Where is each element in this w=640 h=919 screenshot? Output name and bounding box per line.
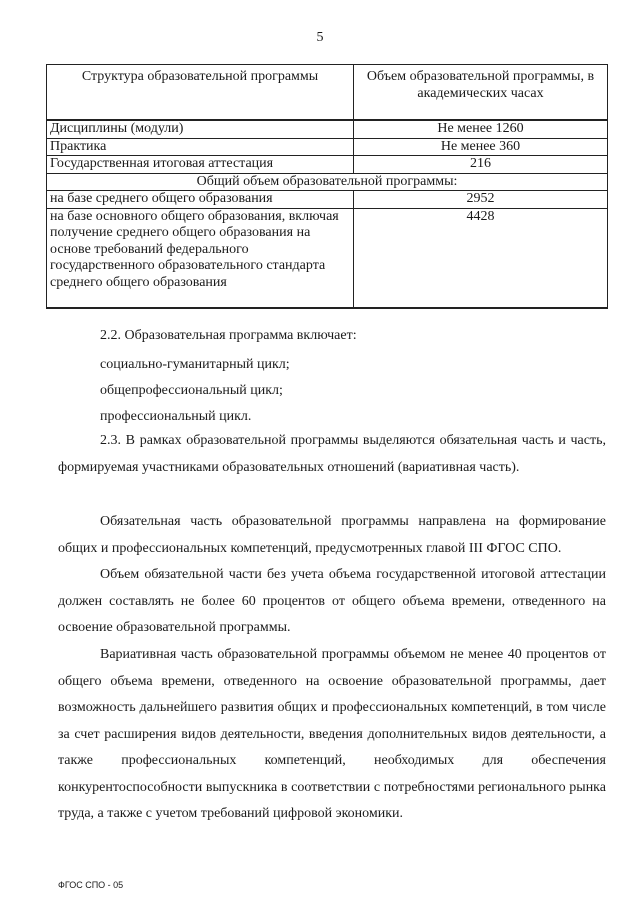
header-volume: Объем образовательной программы, в академических часах [354,65,608,121]
section-2-2-intro: 2.2. Образовательная программа включает: [100,328,357,343]
total-heading-row [47,173,608,191]
total-heading: Общий объем образовательной программы: [47,173,608,191]
program-structure-table [46,64,608,309]
row-value: Не менее 360 [354,138,608,156]
paragraph-variable-part: Вариативная часть образовательной программы объемом не менее 40 процентов от общего объема времени, отведенного на освоение образовательной программы, дает возможность дальнейшего развития общих и профессиональных компетенций, в том числе за счет расширения видов деятельности, введения дополнительных видов деятельности, а также профессиональных компетенций, необходимых для обеспечения конкурентоспособности выпускника в соответствии с потребностями регионального рынка труда, а также с учетом требований цифровой экономики. [58,647,606,821]
row-value: 216 [354,156,608,174]
table-row [47,120,608,138]
cycle-item: общепрофессиональный цикл; [100,383,283,398]
cycle-item: профессиональный цикл. [100,409,252,424]
row-label: на базе среднего общего образования [47,191,354,209]
table-row [47,191,608,209]
row-value: 2952 [354,191,608,209]
row-label: Государственная итоговая аттестация [47,156,354,174]
paragraph-mandatory-part: Обязательная часть образовательной программы направлена на формирование общих и профессиональных компетенций, предусмотренных главой III ФГОС СПО. [58,514,606,556]
page-number: 5 [316,30,324,45]
paragraph-mandatory-volume: Объем обязательной части без учета объема государственной итоговой аттестации должен составлять не более 60 процентов от общего объема времени, отведенного на освоение образовательной программы. [58,567,606,635]
row-label: Дисциплины (модули) [47,120,354,138]
row-label: на базе основного общего образования, включая получение среднего общего образования на основе требований федерального государственного образовательного стандарта среднего общего образования [47,208,354,308]
header-structure: Структура образовательной программы [47,65,354,121]
table-row [47,208,608,308]
footer-code: ФГОС СПО - 05 [58,880,124,890]
table-header-row [47,65,608,121]
table-row [47,138,608,156]
row-value: Не менее 1260 [354,120,608,138]
row-label: Практика [47,138,354,156]
row-value: 4428 [354,208,608,308]
paragraph-2-3: 2.3. В рамках образовательной программы выделяются обязательная часть и часть, формируемая участниками образовательных отношений (вариативная часть). [58,433,606,475]
table-row [47,156,608,174]
cycle-item: социально-гуманитарный цикл; [100,357,290,372]
